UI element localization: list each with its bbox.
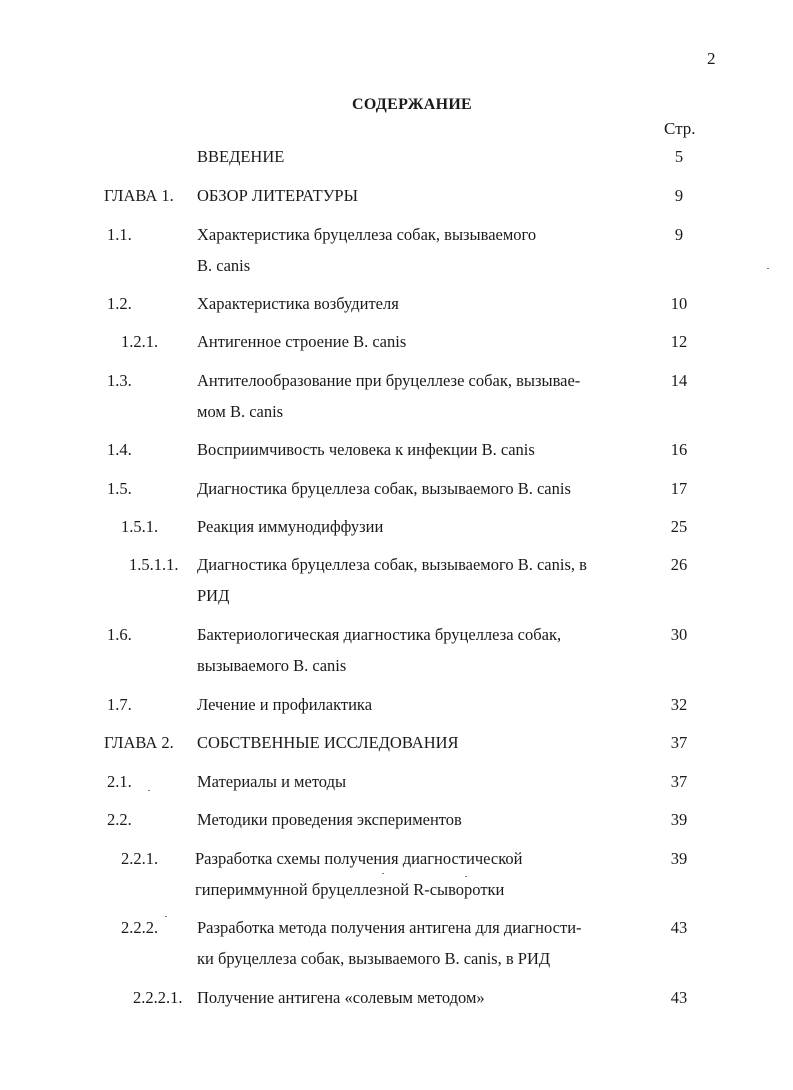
toc-entry-page: 16 (670, 440, 688, 459)
toc-entry-title: Диагностика бруцеллеза собак, вызываемого B. canis (197, 479, 571, 498)
toc-entry-title: Антигенное строение B. canis (197, 332, 407, 351)
toc-entry-page: 17 (670, 479, 688, 498)
scan-speck (165, 916, 167, 917)
toc-entry-number: ГЛАВА 1. (104, 186, 174, 205)
toc-entry-page: 9 (674, 225, 684, 244)
toc-entry-page: 5 (674, 147, 684, 166)
toc-entry-title-line-1: Разработка метода получения антигена для диагности- (197, 918, 582, 937)
toc-entry-title-line-2: РИД (197, 586, 230, 605)
toc-entry-title: ОБЗОР ЛИТЕРАТУРЫ (197, 186, 358, 205)
toc-entry-title: СОБСТВЕННЫЕ ИССЛЕДОВАНИЯ (197, 733, 459, 752)
toc-entry-title-line-1: Антителообразование при бруцеллезе собак, вызывае- (197, 371, 581, 390)
toc-entry-number: 1.5.1. (121, 517, 159, 536)
page-column-header: Стр. (664, 119, 696, 138)
toc-entry-title: Реакция иммунодиффузии (197, 517, 384, 536)
toc-entry-number: 1.2.1. (121, 332, 159, 351)
toc-entry-title: Материалы и методы (197, 772, 347, 791)
toc-entry-number: 2.2.2. (121, 918, 159, 937)
page-number: 2 (707, 49, 716, 68)
toc-entry-page: 9 (674, 186, 684, 205)
toc-entry-number: 2.2.1. (121, 849, 159, 868)
scan-speck (148, 790, 150, 791)
toc-entry-title (195, 843, 645, 905)
toc-entry-title (197, 219, 647, 281)
toc-entry-title (197, 912, 647, 974)
toc-entry-title-line-1: Разработка схемы получения диагностической (195, 849, 523, 868)
toc-entry-page: 39 (670, 810, 688, 829)
toc-entry-title-line-2: гипериммунной бруцеллезной R-сыворотки (195, 880, 505, 899)
toc-entry-page: 39 (670, 849, 688, 868)
toc-entry-page: 25 (670, 517, 688, 536)
toc-entry-number: 1.5. (107, 479, 132, 498)
toc-entry-title: ВВЕДЕНИЕ (197, 147, 285, 166)
toc-entry-title (197, 549, 647, 611)
toc-entry-page: 10 (670, 294, 688, 313)
toc-entry-page: 43 (670, 988, 688, 1007)
toc-entry-number: 1.1. (107, 225, 132, 244)
toc-entry-title-line-2: вызываемого B. canis (197, 656, 347, 675)
toc-entry-number: 1.7. (107, 695, 132, 714)
toc-entry-number: 2.1. (107, 772, 132, 791)
toc-entry-page: 14 (670, 371, 688, 390)
toc-entry-number: 1.3. (107, 371, 132, 390)
toc-entry-title-line-1: Характеристика бруцеллеза собак, вызываемого (197, 225, 537, 244)
toc-entry-title: Характеристика возбудителя (197, 294, 399, 313)
toc-entry-title-line-2: ки бруцеллеза собак, вызываемого B. canis, в РИД (197, 949, 551, 968)
toc-entry-number: ГЛАВА 2. (104, 733, 174, 752)
toc-entry-title-line-1: Бактериологическая диагностика бруцеллеза собак, (197, 625, 562, 644)
toc-entry-title: Методики проведения экспериментов (197, 810, 462, 829)
toc-entry-page: 43 (670, 918, 688, 937)
scan-speck (465, 876, 467, 877)
toc-entry-page: 32 (670, 695, 688, 714)
scan-speck (767, 268, 769, 269)
toc-entry-number: 1.2. (107, 294, 132, 313)
toc-entry-title-line-1: Диагностика бруцеллеза собак, вызываемого B. canis, в (197, 555, 587, 574)
toc-entry-title (197, 365, 647, 427)
toc-entry-number: 2.2. (107, 810, 132, 829)
toc-entry-title-line-2: B. canis (197, 256, 251, 275)
scan-speck (382, 873, 384, 874)
toc-entry-title-line-2: мом B. canis (197, 402, 284, 421)
toc-entry-title: Лечение и профилактика (197, 695, 373, 714)
toc-entry-number: 2.2.2.1. (133, 988, 183, 1007)
toc-entry-page: 37 (670, 772, 688, 791)
toc-entry-page: 37 (670, 733, 688, 752)
toc-entry-title (197, 619, 647, 681)
toc-title: СОДЕРЖАНИЕ (352, 96, 473, 113)
toc-entry-number: 1.4. (107, 440, 132, 459)
toc-entry-page: 30 (670, 625, 688, 644)
toc-entry-page: 12 (670, 332, 688, 351)
toc-entry-number: 1.6. (107, 625, 132, 644)
toc-entry-page: 26 (670, 555, 688, 574)
toc-entry-title: Восприимчивость человека к инфекции B. canis (197, 440, 535, 459)
toc-entry-number: 1.5.1.1. (129, 555, 179, 574)
toc-entry-title: Получение антигена «солевым методом» (197, 988, 485, 1007)
